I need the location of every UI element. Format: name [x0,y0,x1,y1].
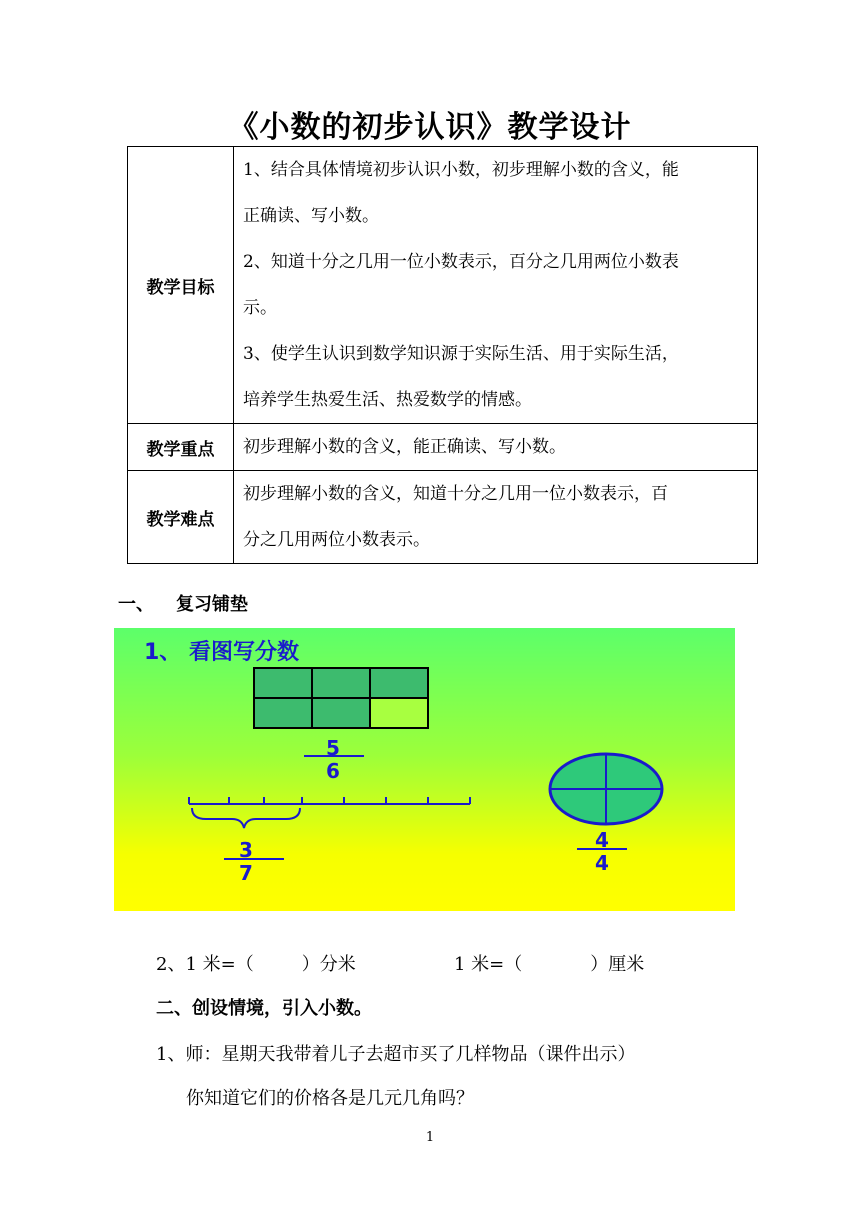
grid-cell-filled [254,668,312,698]
exercise-b-suffix: ）厘米 [590,954,645,975]
unit-conversion-exercise [156,950,756,976]
circle-fraction-label [577,828,627,875]
fraction-denominator: 6 [326,759,340,783]
row-content [234,424,758,471]
row-label: 教学目标 [128,147,234,424]
content-line: 3、使学生认识到数学知识源于实际生活、用于实际生活， [243,344,679,364]
fraction-grid [254,668,428,728]
row-label: 教学重点 [128,424,234,471]
content-line: 初步理解小数的含义，能正确读、写小数。 [243,437,566,457]
grid-cell-filled [370,668,428,698]
fraction-denominator: 4 [595,851,609,875]
line-fraction-label [224,838,284,885]
page-title: 《小数的初步认识》教学设计 [228,110,632,145]
number-line [189,797,470,828]
table-row-objectives [128,147,758,424]
exercise-a-prefix: 2、1 米=（ [156,954,254,975]
content-line: 初步理解小数的含义，知道十分之几用一位小数表示，百 [243,484,668,504]
brace [192,808,300,828]
paragraph-teacher: 1、师：星期天我带着儿子去超市买了几样物品（课件出示） [156,1044,636,1065]
courseware-slide-image [114,628,735,911]
section-heading-situation: 二、创设情境，引入小数。 [156,998,372,1019]
fraction-denominator: 7 [239,861,253,885]
content-line: 正确读、写小数。 [243,206,379,226]
fraction-figures [114,628,735,911]
grid-fraction-label [304,736,364,783]
exercise-b [454,950,644,976]
grid-cell-filled [312,668,370,698]
fraction-circle [550,754,662,824]
grid-cell-filled [312,698,370,728]
section-heading-review [118,590,248,616]
table-row-key-points [128,424,758,471]
row-content [234,471,758,564]
content-line: 培养学生热爱生活、热爱数学的情感。 [243,390,532,410]
row-content [234,147,758,424]
fraction-numerator: 3 [239,838,253,862]
exercise-b-prefix: 1 米=（ [454,954,523,975]
row-label: 教学难点 [128,471,234,564]
paragraph-question: 你知道它们的价格各是几元几角吗？ [186,1088,474,1109]
content-line: 分之几用两位小数表示。 [243,530,430,550]
fraction-numerator: 4 [595,828,609,852]
page-number: 1 [425,1130,435,1145]
slide-heading: 1、 看图写分数 [144,640,299,665]
fraction-numerator: 5 [326,736,340,760]
section-title: 复习铺垫 [176,594,248,615]
grid-cell-empty [370,698,428,728]
content-line: 2、知道十分之几用一位小数表示，百分之几用两位小数表 [243,252,679,272]
exercise-a-suffix: ）分米 [301,954,356,975]
lesson-plan-table [127,146,758,564]
content-line: 示。 [243,298,277,318]
table-row-difficulties [128,471,758,564]
grid-cell-filled [254,698,312,728]
section-number: 一、 [118,594,154,615]
content-line: 1、结合具体情境初步认识小数，初步理解小数的含义，能 [243,160,679,180]
